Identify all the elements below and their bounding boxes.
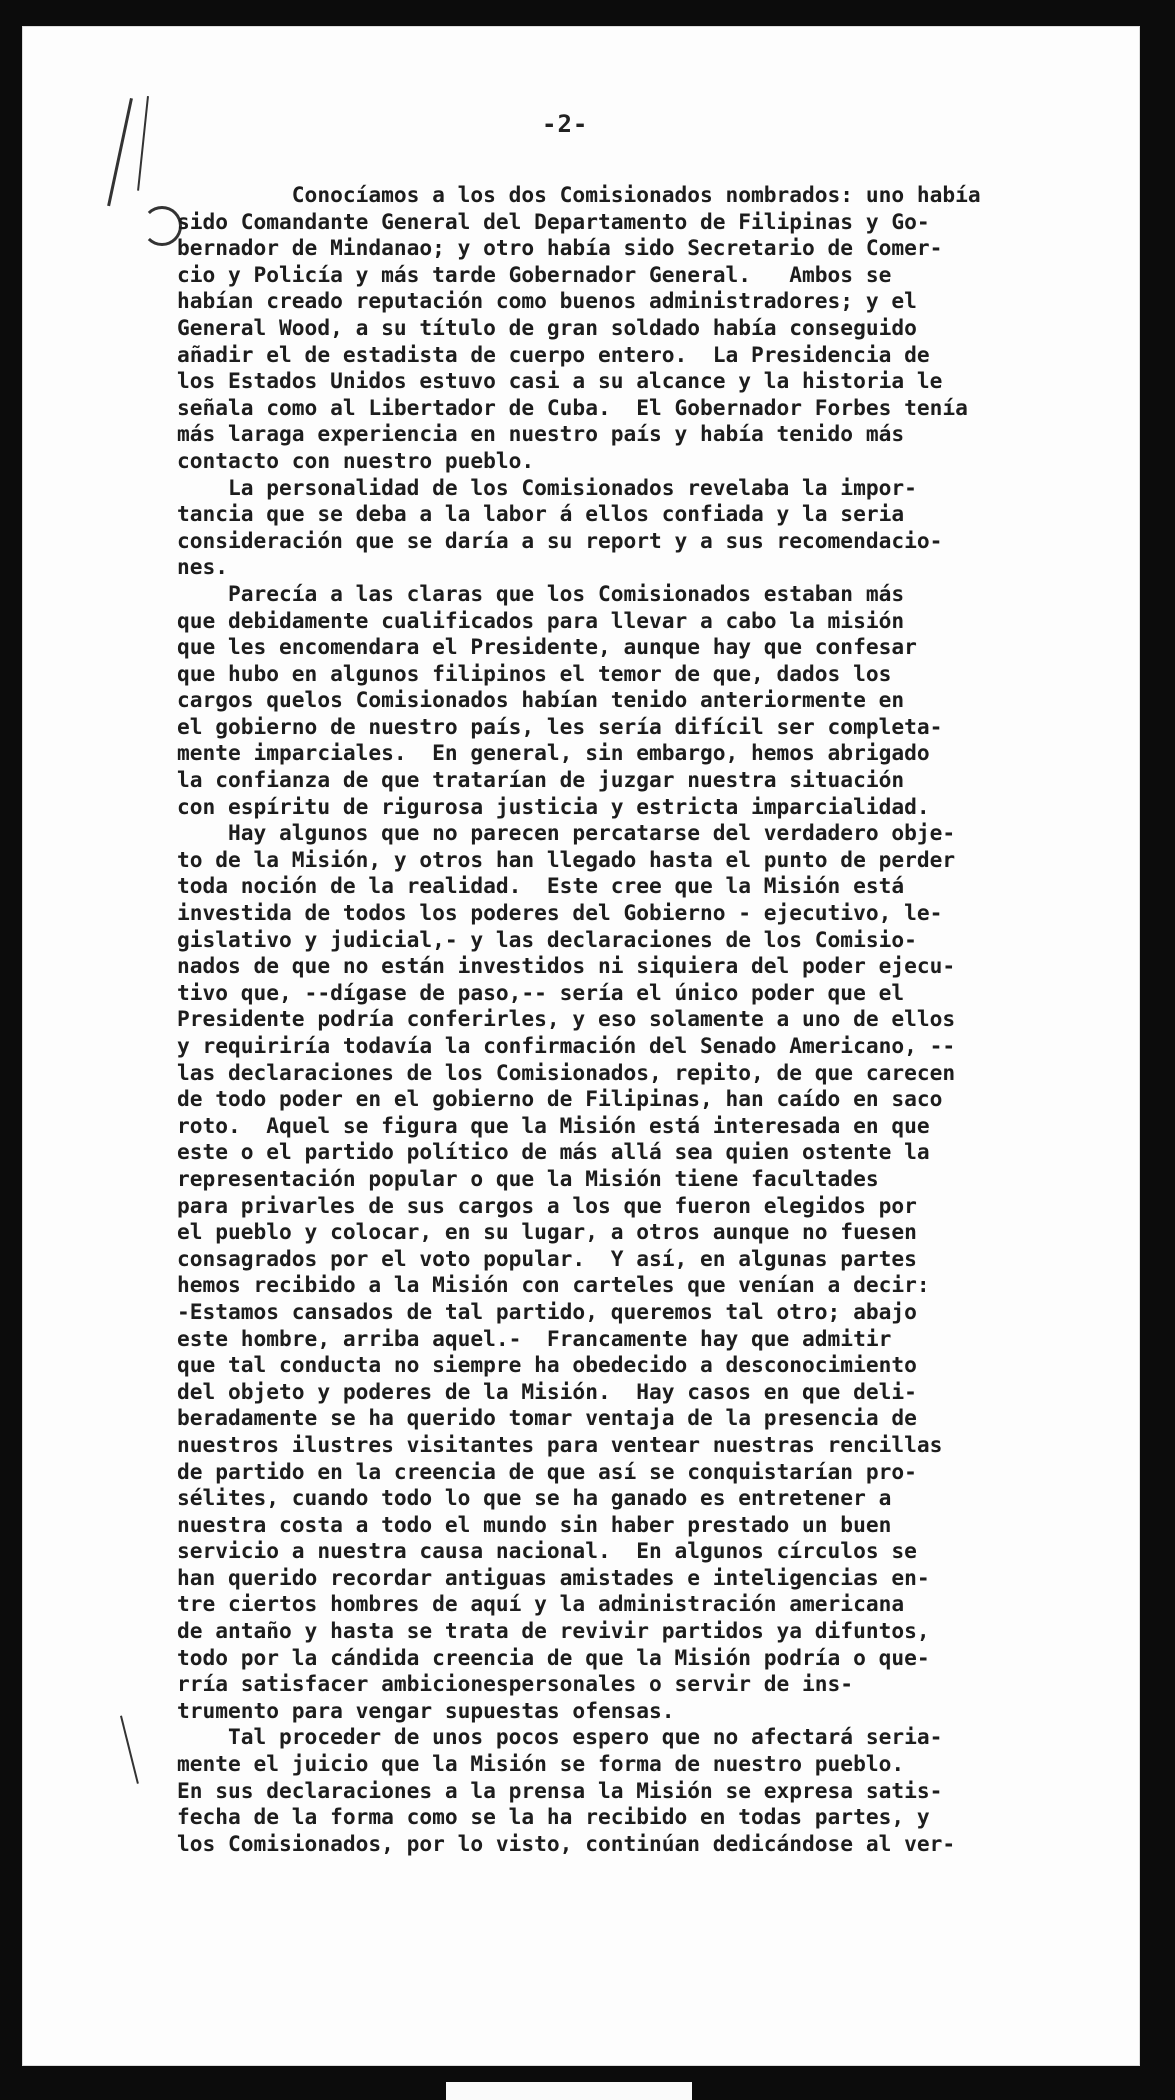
text-line: bernador de Mindanao; y otro había sido Secretario de Comer- <box>177 235 943 261</box>
text-line: General Wood, a su título de gran soldado había conseguido <box>177 314 917 340</box>
text-line: que les encomendara el Presidente, aunque hay que confesar <box>177 634 917 660</box>
text-line: todo por la cándida creencia de que la Misión podría o que- <box>177 1644 930 1670</box>
text-line: tivo que, --dígase de paso,-- sería el único poder que el <box>177 979 905 1005</box>
text-line: de todo poder en el gobierno de Filipinas, han caído en saco <box>177 1086 943 1112</box>
text-line: cargos quelos Comisionados habían tenido anteriormente en <box>177 687 905 713</box>
ink-smudge <box>142 206 182 246</box>
pen-mark <box>137 96 149 191</box>
text-line: habían creado reputación como buenos administradores; y el <box>177 288 917 314</box>
text-line: mente el juicio que la Misión se forma de nuestro pueblo. <box>177 1751 905 1777</box>
text-line: Hay algunos que no parecen percatarse del verdadero obje- <box>177 820 956 846</box>
text-line: nuestros ilustres visitantes para ventear nuestras rencillas <box>177 1431 943 1457</box>
text-line: este o el partido político de más allá sea quien ostente la <box>177 1139 930 1165</box>
text-line: el gobierno de nuestro país, les sería difícil ser completa- <box>177 713 943 739</box>
text-line: En sus declaraciones a la prensa la Misión se expresa satis- <box>177 1777 943 1803</box>
text-line: mente imparciales. En general, sin embargo, hemos abrigado <box>177 740 930 766</box>
text-line: las declaraciones de los Comisionados, repito, de que carecen <box>177 1059 956 1085</box>
text-line: gislativo y judicial,- y las declaraciones de los Comisio- <box>177 926 917 952</box>
text-line: La personalidad de los Comisionados revelaba la impor- <box>177 474 917 500</box>
text-line: la confianza de que tratarían de juzgar nuestra situación <box>177 767 905 793</box>
pen-mark <box>120 1716 139 1784</box>
text-line: rría satisfacer ambicionespersonales o servir de ins- <box>177 1671 854 1697</box>
text-line: cio y Policía y más tarde Gobernador General. Ambos se <box>177 261 892 287</box>
text-line: servicio a nuestra causa nacional. En algunos círculos se <box>177 1538 917 1564</box>
text-line: más laraga experiencia en nuestro país y había tenido más <box>177 421 905 447</box>
text-line: beradamente se ha querido tomar ventaja de la presencia de <box>177 1405 917 1431</box>
text-line: y requiriría todavía la confirmación del Senado Americano, -- <box>177 1033 956 1058</box>
text-line: investida de todos los poderes del Gobierno - ejecutivo, le- <box>177 900 943 926</box>
text-line: fecha de la forma como se la ha recibido en todas partes, y <box>177 1804 930 1830</box>
text-line: nes. <box>177 554 229 580</box>
text-line: representación popular o que la Misión tiene facultades <box>177 1165 879 1191</box>
page-number: -2- <box>542 110 589 138</box>
text-line: hemos recibido a la Misión con carteles que venían a decir: <box>177 1272 930 1298</box>
text-line: -Estamos cansados de tal partido, queremos tal otro; abajo <box>177 1298 917 1324</box>
text-line: para privarles de sus cargos a los que fueron elegidos por <box>177 1192 917 1218</box>
text-line: roto. Aquel se figura que la Misión está interesada en que <box>177 1112 930 1138</box>
document-page <box>22 26 1140 2066</box>
pen-mark <box>107 98 133 206</box>
body-text <box>177 182 1037 1857</box>
text-line: que debidamente cualificados para llevar a cabo la misión <box>177 607 905 633</box>
text-line: de partido en la creencia de que así se conquistarían pro- <box>177 1458 917 1484</box>
text-line: han querido recordar antiguas amistades e inteligencias en- <box>177 1564 930 1590</box>
text-line: sélites, cuando todo lo que se ha ganado es entretener a <box>177 1485 892 1511</box>
text-line: tancia que se deba a la labor á ellos confiada y la seria <box>177 501 905 527</box>
text-line: con espíritu de rigurosa justicia y estricta imparcialidad. <box>177 793 930 819</box>
text-line: este hombre, arriba aquel.- Francamente hay que admitir <box>177 1325 892 1351</box>
text-line: Parecía a las claras que los Comisionados estaban más <box>177 580 905 606</box>
text-line: to de la Misión, y otros han llegado hasta el punto de perder <box>177 846 956 872</box>
text-line: los Comisionados, por lo visto, continúan dedicándose al ver- <box>177 1830 956 1856</box>
text-line: nuestra costa a todo el mundo sin haber prestado un buen <box>177 1511 892 1537</box>
text-line: Presidente podría conferirles, y eso solamente a uno de ellos <box>177 1006 956 1032</box>
text-line: contacto con nuestro pueblo. <box>177 447 535 473</box>
text-line: el pueblo y colocar, en su lugar, a otros aunque no fuesen <box>177 1219 917 1245</box>
scan-tab <box>446 2082 692 2100</box>
text-line: de antaño y hasta se trata de revivir partidos ya difuntos, <box>177 1618 930 1644</box>
text-line: Tal proceder de unos pocos espero que no afectará seria- <box>177 1724 943 1750</box>
text-line: Conocíamos a los dos Comisionados nombrados: uno había <box>177 182 981 207</box>
text-line: sido Comandante General del Departamento de Filipinas y Go- <box>177 208 930 234</box>
text-line: nados de que no están investidos ni siquiera del poder ejecu- <box>177 953 956 979</box>
text-line: los Estados Unidos estuvo casi a su alcance y la historia le <box>177 368 943 394</box>
text-line: del objeto y poderes de la Misión. Hay casos en que deli- <box>177 1378 917 1404</box>
text-line: consideración que se daría a su report y a sus recomendacio- <box>177 527 943 553</box>
text-line: consagrados por el voto popular. Y así, en algunas partes <box>177 1245 917 1271</box>
text-line: añadir el de estadista de cuerpo entero. La Presidencia de <box>177 341 930 367</box>
text-line: que hubo en algunos filipinos el temor de que, dados los <box>177 660 892 686</box>
text-line: señala como al Libertador de Cuba. El Gobernador Forbes tenía <box>177 394 968 420</box>
text-line: toda noción de la realidad. Este cree que la Misión está <box>177 873 905 899</box>
text-line: trumento para vengar supuestas ofensas. <box>177 1697 675 1723</box>
text-line: que tal conducta no siempre ha obedecido a desconocimiento <box>177 1352 917 1378</box>
text-line: tre ciertos hombres de aquí y la administración americana <box>177 1591 905 1617</box>
